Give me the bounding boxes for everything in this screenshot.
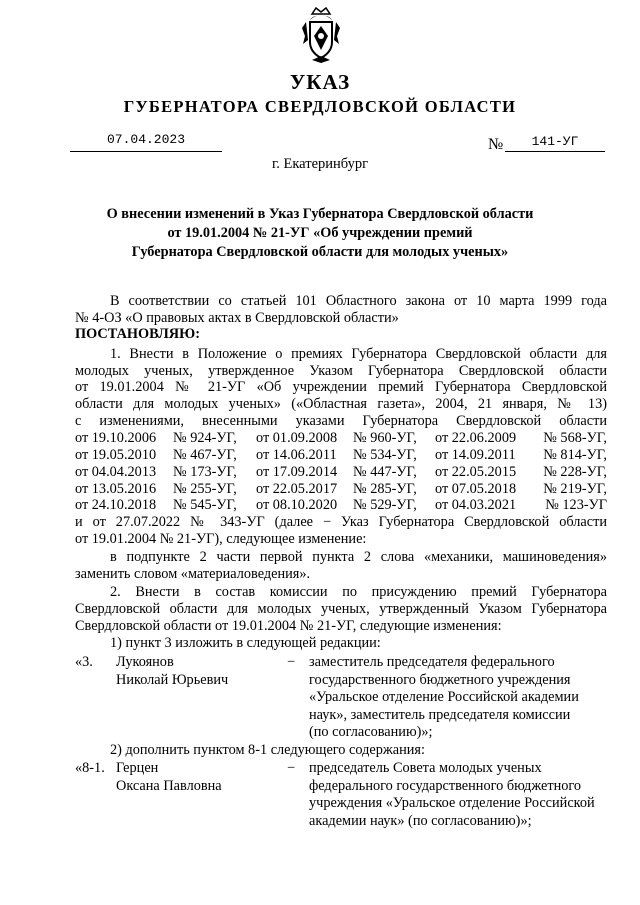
title-line: от 19.01.2004 № 21-УГ «Об учреждении премий — [167, 225, 473, 241]
amendment-number: № 447-УГ, — [353, 464, 417, 480]
amendment-number: № 285-УГ, — [353, 481, 417, 497]
member-number: «3. — [75, 654, 93, 670]
item1-line: от 19.01.2004 № 21-УГ «Об учреждении премий Губернатора Свердловской — [75, 379, 607, 395]
amendment-date: от 14.06.2011 — [256, 447, 337, 463]
member-surname: Лукоянов — [116, 654, 174, 670]
item1-line: заменить словом «материаловедения». — [75, 566, 311, 582]
member-given-names: Оксана Павловна — [116, 778, 222, 794]
amendment-date: от 08.10.2020 — [256, 497, 338, 513]
member-position-line: академии наук» (по согласованию)»; — [309, 813, 532, 829]
amendment-date: от 04.03.2021 — [435, 497, 517, 513]
amendment-number: № 228-УГ, — [543, 464, 607, 480]
member-position-line: государственного бюджетного учреждения — [309, 672, 571, 688]
amendment-date: от 04.04.2013 — [75, 464, 157, 480]
item1-line: 1. Внести в Положение о премиях Губернатора Свердловской области для — [110, 346, 607, 362]
member-position-line: учреждения «Уральское отделение Российской — [309, 795, 595, 811]
issuer: ГУБЕРНАТОРА СВЕРДЛОВСКОЙ ОБЛАСТИ — [123, 97, 517, 116]
amendment-number: № 529-УГ, — [353, 497, 417, 513]
amendment-number: № 924-УГ, — [173, 430, 237, 446]
item1-line: в подпункте 2 части первой пункта 2 слова «механики, машиноведения» — [110, 549, 607, 565]
amendment-date: от 24.10.2018 — [75, 497, 157, 513]
decree-word: ПОСТАНОВЛЯЮ: — [75, 326, 200, 342]
member-position-line: федерального государственного бюджетного — [309, 778, 582, 794]
item2-line: Свердловской области для молодых ученых, утвержденный Указом Губернатора — [75, 601, 607, 617]
amendment-number: № 545-УГ, — [173, 497, 237, 513]
coat-of-arms-icon — [300, 6, 342, 64]
item2-line: 2. Внести в состав комиссии по присуждению премий Губернатора — [110, 584, 607, 600]
city: г. Екатеринбург — [271, 156, 369, 172]
item1-line: области для молодых ученых» («Областная газета», 2004, 21 января, № 13) — [75, 396, 607, 412]
amendment-date: от 17.09.2014 — [256, 464, 338, 480]
amendment-date: от 22.06.2009 — [435, 430, 517, 446]
amendment-number: № 814-УГ, — [543, 447, 607, 463]
member-dash: − — [287, 760, 296, 776]
item2-line: Свердловской области от 19.01.2004 № 21-УГ, следующие изменения: — [75, 618, 502, 634]
member-number: «8-1. — [75, 760, 105, 776]
amendment-date: от 07.05.2018 — [435, 481, 517, 497]
member-position-line: (по согласованию)»; — [309, 724, 433, 740]
amendment-number: № 255-УГ, — [173, 481, 237, 497]
date-underline — [70, 151, 222, 152]
item1-line: от 19.01.2004 № 21-УГ), следующее изменение: — [75, 531, 367, 547]
amendment-number: № 568-УГ, — [543, 430, 607, 446]
member-position-line: заместитель председателя федерального — [309, 654, 555, 670]
amendment-number: № 123-УГ — [545, 497, 607, 513]
member-position-line: «Уральское отделение Российской академии — [309, 689, 579, 705]
amendment-date: от 01.09.2008 — [256, 430, 338, 446]
amendment-date: от 22.05.2015 — [435, 464, 517, 480]
document-type: УКАЗ — [289, 70, 351, 94]
item1-line: и от 27.07.2022 № 343-УГ (далее − Указ Губернатора Свердловской области — [75, 514, 607, 530]
title-line: О внесении изменений в Указ Губернатора Свердловской области — [106, 206, 534, 222]
document-title — [0, 205, 640, 262]
preamble-line: В соответствии со статьей 101 Областного закона от 10 марта 1999 года — [110, 293, 607, 309]
member-dash: − — [287, 654, 296, 670]
amendment-date: от 22.05.2017 — [256, 481, 338, 497]
amendment-number: № 534-УГ, — [353, 447, 417, 463]
item1-line: молодых ученых, утвержденное Указом Губернатора Свердловской области — [75, 363, 607, 379]
amendment-number: № 960-УГ, — [353, 430, 417, 446]
number-label: № — [488, 136, 504, 153]
item2-subpoint: 2) дополнить пунктом 8-1 следующего содержания: — [110, 742, 425, 758]
amendment-date: от 13.05.2016 — [75, 481, 157, 497]
document-number: 141-УГ — [531, 134, 579, 149]
item1-line: с изменениями, внесенными указами Губернатора Свердловской области — [75, 413, 607, 429]
amendment-date: от 19.10.2006 — [75, 430, 157, 446]
member-position-line: наук», заместитель председателя комиссии — [309, 707, 571, 723]
item2-subpoint: 1) пункт 3 изложить в следующей редакции: — [110, 635, 381, 651]
amendment-date: от 14.09.2011 — [435, 447, 516, 463]
member-position-line: председатель Совета молодых ученых — [309, 760, 542, 776]
preamble-line: № 4-ОЗ «О правовых актах в Свердловской области» — [75, 310, 399, 326]
amendment-number: № 219-УГ, — [543, 481, 607, 497]
member-surname: Герцен — [116, 760, 159, 776]
amendment-number: № 467-УГ, — [173, 447, 237, 463]
member-given-names: Николай Юрьевич — [116, 672, 229, 688]
document-date: 07.04.2023 — [106, 132, 185, 147]
amendment-number: № 173-УГ, — [173, 464, 237, 480]
number-underline — [505, 151, 605, 152]
amendment-date: от 19.05.2010 — [75, 447, 157, 463]
title-line: Губернатора Свердловской области для молодых ученых» — [131, 244, 509, 260]
